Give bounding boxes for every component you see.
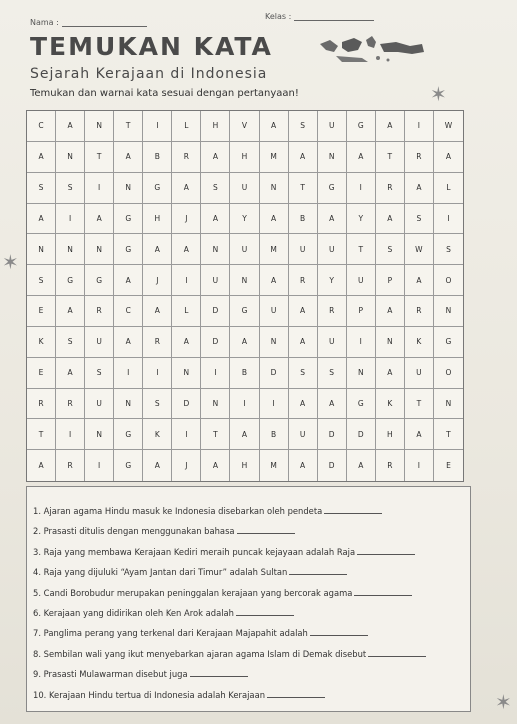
grid-cell[interactable]: R: [318, 296, 347, 327]
question-text: 10. Kerajaan Hindu tertua di Indonesia adalah Kerajaan: [33, 689, 266, 700]
grid-cell[interactable]: A: [289, 296, 318, 327]
question-text: 5. Candi Borobudur merupakan peninggalan kerajaan yang bercorak agama: [33, 587, 353, 598]
answer-blank[interactable]: [289, 566, 347, 575]
question-item: [33, 501, 470, 521]
grid-cell[interactable]: K: [27, 327, 56, 358]
grid-cell[interactable]: S: [289, 358, 318, 389]
grid-cell[interactable]: A: [230, 327, 259, 358]
grid-cell[interactable]: H: [143, 204, 172, 235]
grid-cell[interactable]: I: [230, 389, 259, 420]
grid-cell[interactable]: Y: [318, 265, 347, 296]
answer-blank[interactable]: [357, 546, 415, 555]
grid-cell[interactable]: J: [172, 450, 201, 481]
grid-cell[interactable]: A: [289, 389, 318, 420]
grid-cell[interactable]: T: [85, 142, 114, 173]
grid-cell[interactable]: W: [405, 234, 434, 265]
grid-cell[interactable]: A: [56, 111, 85, 142]
grid-cell[interactable]: Y: [347, 204, 376, 235]
grid-cell[interactable]: N: [56, 142, 85, 173]
name-line: [30, 18, 147, 27]
grid-cell[interactable]: P: [376, 265, 405, 296]
grid-cell[interactable]: N: [260, 173, 289, 204]
grid-cell[interactable]: H: [376, 419, 405, 450]
grid-cell[interactable]: U: [289, 419, 318, 450]
grid-cell[interactable]: N: [376, 327, 405, 358]
grid-cell[interactable]: A: [260, 265, 289, 296]
grid-cell[interactable]: G: [85, 265, 114, 296]
grid-cell[interactable]: U: [318, 111, 347, 142]
grid-cell[interactable]: A: [289, 327, 318, 358]
grid-cell[interactable]: I: [201, 358, 230, 389]
grid-cell[interactable]: B: [289, 204, 318, 235]
grid-cell[interactable]: I: [85, 173, 114, 204]
answer-blank[interactable]: [267, 689, 325, 698]
grid-cell[interactable]: A: [260, 111, 289, 142]
grid-cell[interactable]: A: [405, 265, 434, 296]
grid-cell[interactable]: L: [172, 296, 201, 327]
grid-cell[interactable]: J: [143, 265, 172, 296]
grid-cell[interactable]: R: [376, 173, 405, 204]
grid-cell[interactable]: A: [405, 173, 434, 204]
grid-cell[interactable]: S: [56, 173, 85, 204]
grid-cell[interactable]: R: [85, 296, 114, 327]
grid-cell[interactable]: I: [260, 389, 289, 420]
question-item: [33, 603, 470, 623]
grid-cell[interactable]: A: [376, 296, 405, 327]
grid-cell[interactable]: S: [27, 173, 56, 204]
question-item: [33, 583, 470, 603]
grid-cell[interactable]: T: [434, 419, 463, 450]
star-icon: ✶: [495, 690, 512, 714]
grid-cell[interactable]: H: [201, 111, 230, 142]
grid-cell[interactable]: A: [172, 173, 201, 204]
answer-blank[interactable]: [237, 525, 295, 534]
question-text: 8. Sembilan wali yang ikut menyebarkan ajaran agama Islam di Demak disebut: [33, 648, 367, 659]
grid-cell[interactable]: R: [56, 389, 85, 420]
grid-cell[interactable]: G: [114, 204, 143, 235]
grid-cell[interactable]: A: [347, 142, 376, 173]
grid-cell[interactable]: G: [318, 173, 347, 204]
grid-cell[interactable]: N: [85, 419, 114, 450]
grid-cell[interactable]: U: [405, 358, 434, 389]
grid-cell[interactable]: N: [230, 265, 259, 296]
grid-cell[interactable]: A: [405, 419, 434, 450]
grid-cell[interactable]: A: [27, 142, 56, 173]
grid-cell[interactable]: R: [376, 450, 405, 481]
grid-cell[interactable]: C: [114, 296, 143, 327]
question-item: [33, 623, 470, 643]
grid-cell[interactable]: A: [143, 450, 172, 481]
question-item: [33, 542, 470, 562]
grid-cell[interactable]: L: [434, 173, 463, 204]
grid-cell[interactable]: A: [260, 204, 289, 235]
grid-cell[interactable]: K: [405, 327, 434, 358]
grid-cell[interactable]: S: [27, 265, 56, 296]
grid-cell[interactable]: A: [318, 204, 347, 235]
grid-cell[interactable]: D: [201, 327, 230, 358]
grid-cell[interactable]: M: [260, 234, 289, 265]
grid-cell[interactable]: A: [56, 296, 85, 327]
grid-cell[interactable]: T: [405, 389, 434, 420]
grid-cell[interactable]: N: [114, 173, 143, 204]
answer-blank[interactable]: [354, 587, 412, 596]
grid-cell[interactable]: I: [56, 419, 85, 450]
grid-cell[interactable]: N: [85, 234, 114, 265]
question-item: [33, 562, 470, 582]
grid-cell[interactable]: A: [376, 204, 405, 235]
grid-cell[interactable]: C: [27, 111, 56, 142]
word-search-grid: [26, 110, 464, 482]
grid-cell[interactable]: T: [289, 173, 318, 204]
grid-cell[interactable]: W: [434, 111, 463, 142]
grid-cell[interactable]: G: [143, 173, 172, 204]
grid-cell[interactable]: M: [260, 142, 289, 173]
page-title: TEMUKAN KATA: [30, 32, 273, 61]
question-text: 7. Panglima perang yang terkenal dari Kerajaan Majapahit adalah: [33, 628, 308, 639]
grid-cell[interactable]: G: [347, 389, 376, 420]
grid-cell[interactable]: S: [56, 327, 85, 358]
grid-cell[interactable]: D: [172, 389, 201, 420]
name-blank[interactable]: [62, 26, 147, 27]
grid-cell[interactable]: A: [201, 204, 230, 235]
grid-cell[interactable]: S: [405, 204, 434, 235]
grid-cell[interactable]: S: [289, 111, 318, 142]
grid-cell[interactable]: A: [114, 142, 143, 173]
class-label: Kelas :: [265, 12, 292, 21]
grid-cell[interactable]: G: [114, 234, 143, 265]
answer-blank[interactable]: [236, 607, 294, 616]
grid-cell[interactable]: R: [172, 142, 201, 173]
answer-blank[interactable]: [310, 627, 368, 636]
grid-cell[interactable]: G: [114, 450, 143, 481]
grid-cell[interactable]: N: [114, 389, 143, 420]
grid-cell[interactable]: S: [376, 234, 405, 265]
grid-cell[interactable]: A: [289, 142, 318, 173]
grid-cell[interactable]: N: [27, 234, 56, 265]
grid-cell[interactable]: U: [260, 296, 289, 327]
grid-cell[interactable]: I: [405, 450, 434, 481]
grid-cell[interactable]: N: [56, 234, 85, 265]
grid-cell[interactable]: I: [347, 327, 376, 358]
grid-cell[interactable]: A: [201, 142, 230, 173]
question-item: [33, 644, 470, 664]
grid-cell[interactable]: N: [318, 142, 347, 173]
grid-cell[interactable]: G: [56, 265, 85, 296]
grid-cell[interactable]: E: [27, 358, 56, 389]
grid-cell[interactable]: U: [201, 265, 230, 296]
grid-cell[interactable]: U: [85, 389, 114, 420]
grid-cell[interactable]: G: [434, 327, 463, 358]
grid-cell[interactable]: R: [143, 327, 172, 358]
grid-cell[interactable]: U: [318, 327, 347, 358]
grid-cell[interactable]: T: [114, 111, 143, 142]
class-line: [265, 12, 374, 21]
grid-cell[interactable]: T: [376, 142, 405, 173]
grid-cell[interactable]: T: [201, 419, 230, 450]
grid-cell[interactable]: T: [27, 419, 56, 450]
grid-cell[interactable]: I: [114, 358, 143, 389]
grid-cell[interactable]: R: [289, 265, 318, 296]
star-icon: ✶: [2, 250, 19, 274]
grid-cell[interactable]: D: [260, 358, 289, 389]
grid-cell[interactable]: R: [27, 389, 56, 420]
grid-cell[interactable]: H: [230, 450, 259, 481]
grid-cell[interactable]: I: [172, 265, 201, 296]
question-text: 9. Prasasti Mulawarman disebut juga: [33, 669, 188, 680]
grid-cell[interactable]: N: [85, 111, 114, 142]
grid-cell[interactable]: N: [434, 296, 463, 327]
grid-cell[interactable]: P: [347, 296, 376, 327]
grid-cell[interactable]: O: [434, 358, 463, 389]
grid-cell[interactable]: K: [376, 389, 405, 420]
grid-cell[interactable]: A: [172, 327, 201, 358]
grid-cell[interactable]: S: [143, 389, 172, 420]
grid-cell[interactable]: R: [56, 450, 85, 481]
grid-cell[interactable]: U: [230, 173, 259, 204]
grid-cell[interactable]: U: [347, 265, 376, 296]
question-text: 3. Raja yang membawa Kerajaan Kediri meraih puncak kejayaan adalah Raja: [33, 546, 356, 557]
grid-cell[interactable]: K: [143, 419, 172, 450]
question-item: [33, 664, 470, 684]
grid-cell[interactable]: N: [172, 358, 201, 389]
grid-cell[interactable]: D: [201, 296, 230, 327]
grid-cell[interactable]: U: [230, 234, 259, 265]
question-item: [33, 521, 470, 541]
grid-cell[interactable]: I: [347, 173, 376, 204]
grid-cell[interactable]: A: [172, 234, 201, 265]
answer-blank[interactable]: [368, 648, 426, 657]
grid-cell[interactable]: I: [172, 419, 201, 450]
questions-box: [26, 486, 471, 712]
grid-cell[interactable]: D: [318, 419, 347, 450]
grid-cell[interactable]: N: [201, 389, 230, 420]
grid-cell[interactable]: A: [376, 358, 405, 389]
grid-cell[interactable]: B: [230, 358, 259, 389]
grid-cell[interactable]: U: [289, 234, 318, 265]
instruction-text: Temukan dan warnai kata sesuai dengan pertanyaan!: [30, 88, 299, 99]
grid-cell[interactable]: A: [289, 450, 318, 481]
grid-cell[interactable]: E: [27, 296, 56, 327]
page-subtitle: Sejarah Kerajaan di Indonesia: [30, 66, 268, 82]
grid-cell[interactable]: S: [85, 358, 114, 389]
grid-cell[interactable]: I: [143, 111, 172, 142]
grid-cell[interactable]: Y: [230, 204, 259, 235]
grid-cell[interactable]: J: [172, 204, 201, 235]
grid-cell[interactable]: A: [114, 327, 143, 358]
grid-cell[interactable]: A: [201, 450, 230, 481]
grid-cell[interactable]: A: [56, 358, 85, 389]
grid-cell[interactable]: G: [347, 111, 376, 142]
grid-cell[interactable]: L: [172, 111, 201, 142]
grid-cell[interactable]: A: [85, 204, 114, 235]
grid-cell[interactable]: R: [405, 296, 434, 327]
answer-blank[interactable]: [324, 505, 382, 514]
name-label: Nama :: [30, 18, 59, 27]
grid-cell[interactable]: U: [318, 234, 347, 265]
grid-cell[interactable]: S: [318, 358, 347, 389]
grid-cell[interactable]: G: [114, 419, 143, 450]
grid-cell[interactable]: N: [434, 389, 463, 420]
grid-cell[interactable]: A: [143, 296, 172, 327]
grid-cell[interactable]: I: [143, 358, 172, 389]
grid-cell[interactable]: A: [27, 204, 56, 235]
grid-cell[interactable]: I: [56, 204, 85, 235]
class-blank[interactable]: [294, 20, 374, 21]
grid-cell[interactable]: R: [405, 142, 434, 173]
grid-cell[interactable]: D: [347, 419, 376, 450]
grid-cell[interactable]: I: [405, 111, 434, 142]
grid-cell[interactable]: I: [434, 204, 463, 235]
grid-cell[interactable]: T: [347, 234, 376, 265]
grid-cell[interactable]: N: [260, 327, 289, 358]
star-icon: ✶: [430, 82, 447, 106]
grid-cell[interactable]: B: [260, 419, 289, 450]
answer-blank[interactable]: [190, 668, 248, 677]
grid-cell[interactable]: B: [143, 142, 172, 173]
grid-cell[interactable]: A: [114, 265, 143, 296]
grid-cell[interactable]: S: [201, 173, 230, 204]
question-item: [33, 685, 470, 705]
grid-cell[interactable]: I: [85, 450, 114, 481]
question-text: 1. Ajaran agama Hindu masuk ke Indonesia disebarkan oleh pendeta: [33, 506, 323, 516]
indonesia-map-icon: [318, 34, 428, 66]
grid-cell[interactable]: N: [201, 234, 230, 265]
grid-cell[interactable]: V: [230, 111, 259, 142]
question-text: 2. Prasasti ditulis dengan menggunakan bahasa: [33, 526, 235, 537]
grid-cell[interactable]: S: [434, 234, 463, 265]
grid-cell[interactable]: O: [434, 265, 463, 296]
grid-cell[interactable]: D: [318, 450, 347, 481]
grid-cell[interactable]: U: [85, 327, 114, 358]
grid-cell[interactable]: M: [260, 450, 289, 481]
grid-cell[interactable]: A: [230, 419, 259, 450]
grid-cell[interactable]: A: [318, 389, 347, 420]
grid-cell[interactable]: G: [230, 296, 259, 327]
grid-cell[interactable]: E: [446, 461, 451, 471]
grid-cell[interactable]: A: [434, 142, 463, 173]
grid-cell[interactable]: A: [347, 450, 376, 481]
grid-cell[interactable]: A: [376, 111, 405, 142]
question-text: 4. Raja yang dijuluki “Ayam Jantan dari Timur” adalah Sultan: [33, 567, 288, 578]
grid-cell[interactable]: H: [230, 142, 259, 173]
grid-cell[interactable]: A: [143, 234, 172, 265]
grid-cell[interactable]: A: [27, 450, 56, 481]
grid-cell[interactable]: N: [347, 358, 376, 389]
question-text: 6. Kerajaan yang didirikan oleh Ken Arok adalah: [33, 607, 234, 618]
